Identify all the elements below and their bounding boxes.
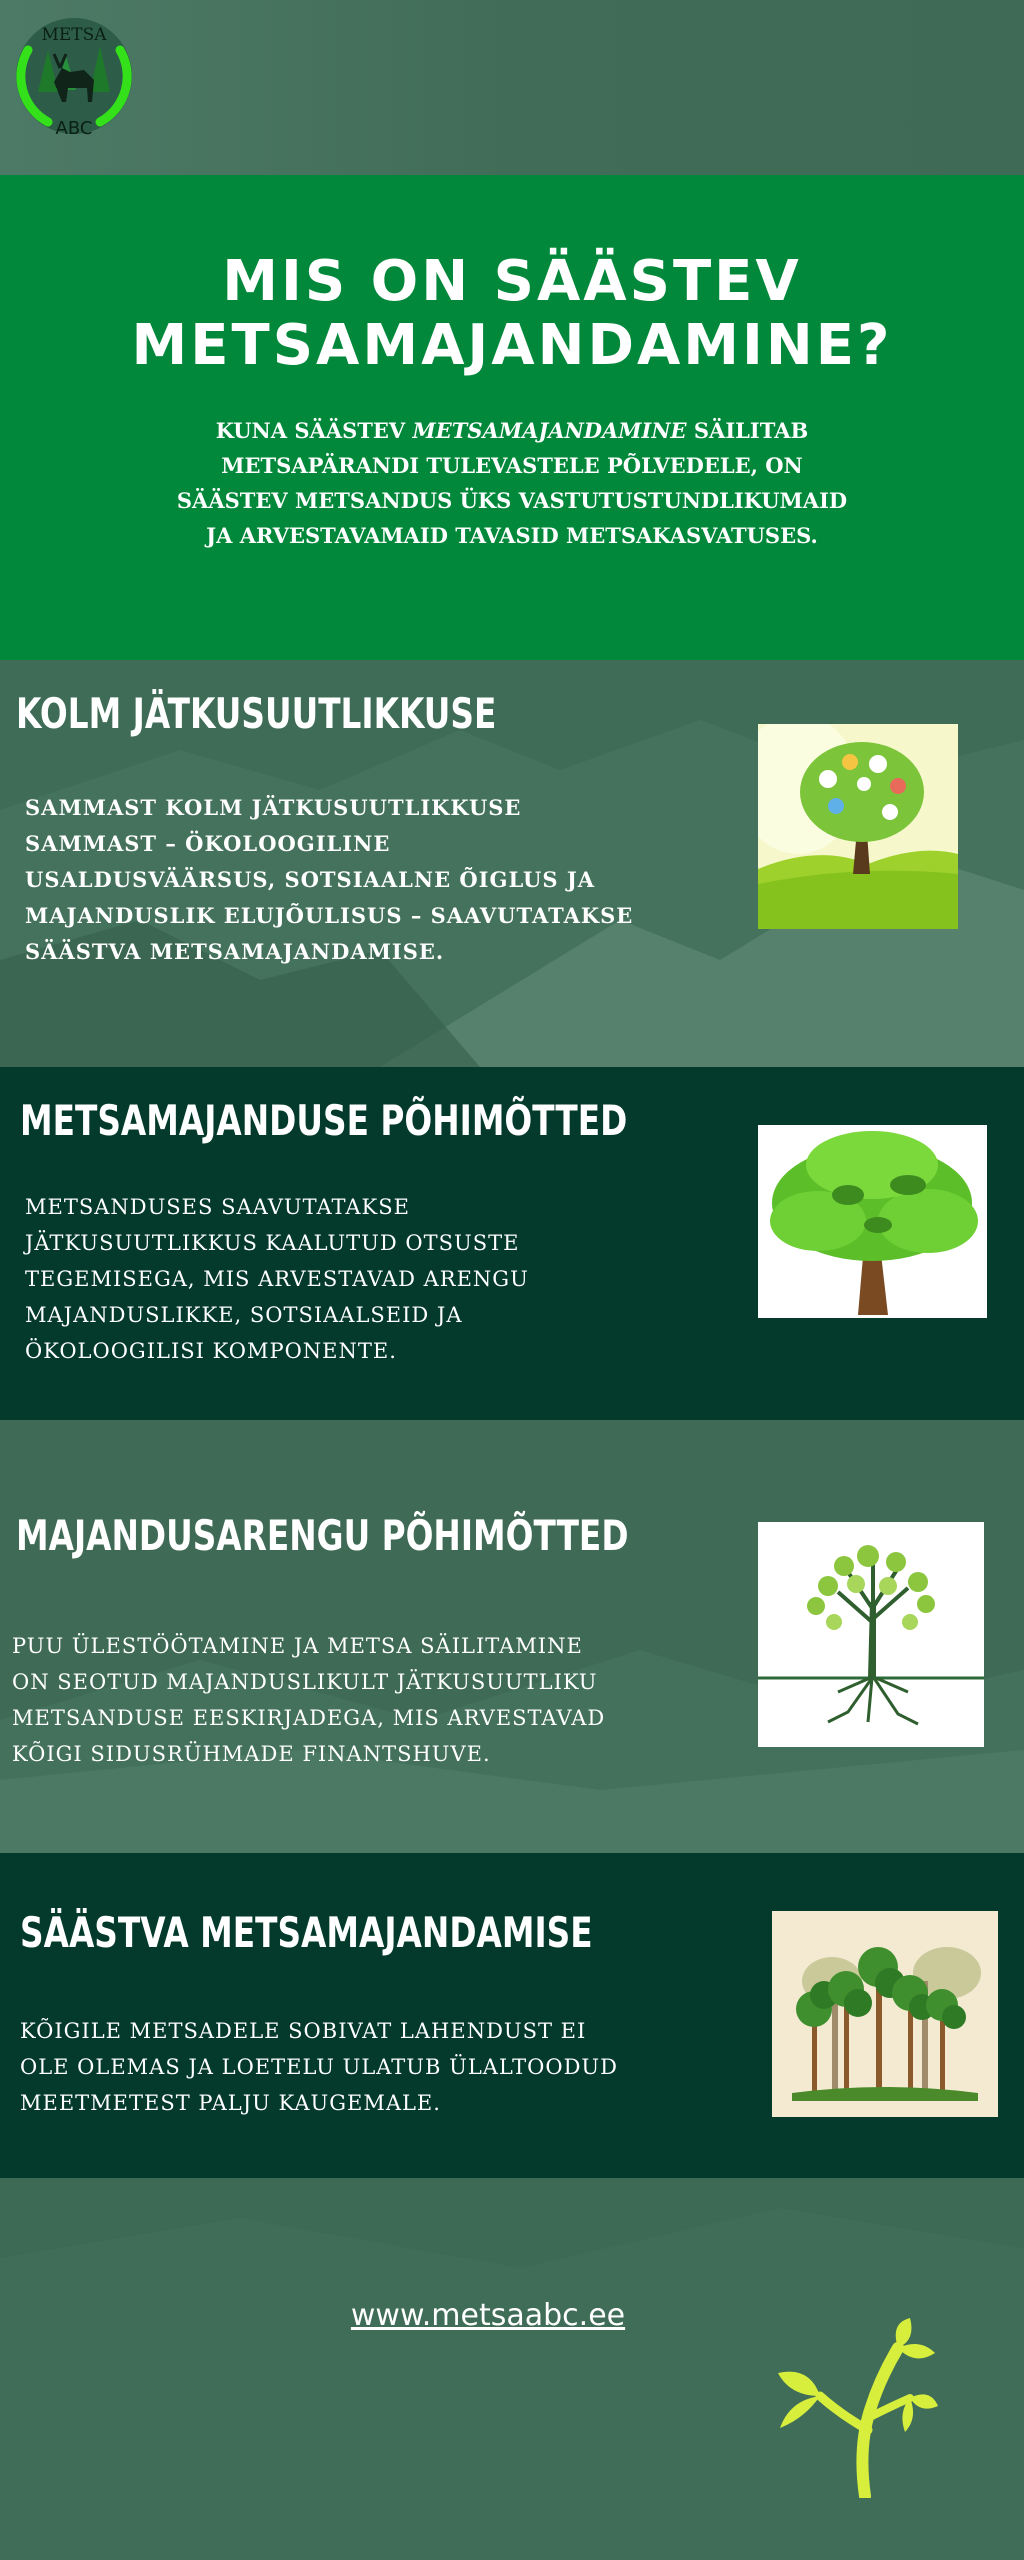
hero-section xyxy=(0,175,1024,660)
section-body: KÕIGILE METSADELE SOBIVAT LAHENDUST EI OLE OLEMAS JA LOETELU ULATUB ÜLALTOODUD MEETMETEST PALJU KAUGEMALE. xyxy=(20,2019,618,2115)
section-forest-principles xyxy=(0,1067,1024,1420)
hero-lead xyxy=(170,413,854,553)
section-economic-principles xyxy=(0,1420,1024,1853)
section-three-pillars xyxy=(0,660,1024,1067)
website-link[interactable]: www.metsaabc.ee xyxy=(350,2298,626,2333)
hero-title xyxy=(0,250,1024,378)
tree-icons-illustration xyxy=(758,724,958,929)
section-title: SÄÄSTVA METSAMAJANDAMISE xyxy=(20,1908,593,1957)
section-body: METSANDUSES SAAVUTATAKSE JÄTKUSUUTLIKKUS KAALUTUD OTSUSTE TEGEMISEGA, MIS ARVESTAVAD ARENGU MAJANDUSLIKKE, SOTSIAALSEID JA ÖKOLOOGILISI KOMPONENTE. xyxy=(25,1195,529,1363)
top-bar xyxy=(0,0,1024,175)
metsa-abc-logo[interactable] xyxy=(8,10,140,142)
oak-tree-illustration xyxy=(758,1125,987,1318)
tree-roots-illustration xyxy=(758,1522,984,1747)
hero-title-line2: METSAMAJANDAMINE? xyxy=(131,313,893,378)
section-title: KOLM JÄTKUSUUTLIKKUSE xyxy=(16,689,497,738)
logo-text-top: METSA xyxy=(41,25,107,45)
hero-lead-start: KUNA SÄÄSTEV xyxy=(215,418,413,443)
hero-lead-emphasis: METSAMAJANDAMINE xyxy=(412,418,687,443)
forest-illustration xyxy=(772,1911,998,2117)
logo-text-bottom: ABC xyxy=(55,118,93,139)
section-sustainable-management xyxy=(0,1853,1024,2178)
section-body: PUU ÜLESTÖÖTAMINE JA METSA SÄILITAMINE ON SEOTUD MAJANDUSLIKULT JÄTKUSUUTLIKU METSANDUSE EESKIRJADEGA, MIS ARVESTAVAD KÕIGI SIDUSRÜHMADE FINANTSHUVE. xyxy=(12,1634,606,1766)
sprout-icon xyxy=(770,2318,940,2498)
section-body: SAMMAST KOLM JÄTKUSUUTLIKKUSE SAMMAST – ÖKOLOOGILINE USALDUSVÄÄRSUS, SOTSIAALNE ÕIGLUS JA MAJANDUSLIK ELUJÕULISUS – SAAVUTATAKSE SÄÄSTVA METSAMAJANDAMISE. xyxy=(25,795,634,964)
hero-lead-end: SÄILITAB METSAPÄRANDI TULEVASTELE PÕLVEDELE, ON SÄÄSTEV METSANDUS ÜKS VASTUTUSTUNDLIKUMAID JA ARVESTAVAMAID TAVASID METSAKASVATUSES. xyxy=(176,418,848,548)
hero-title-line1: MIS ON SÄÄSTEV xyxy=(222,249,802,314)
section-title: METSAMAJANDUSE PÕHIMÕTTED xyxy=(20,1096,628,1145)
section-title: MAJANDUSARENGU PÕHIMÕTTED xyxy=(16,1511,629,1560)
